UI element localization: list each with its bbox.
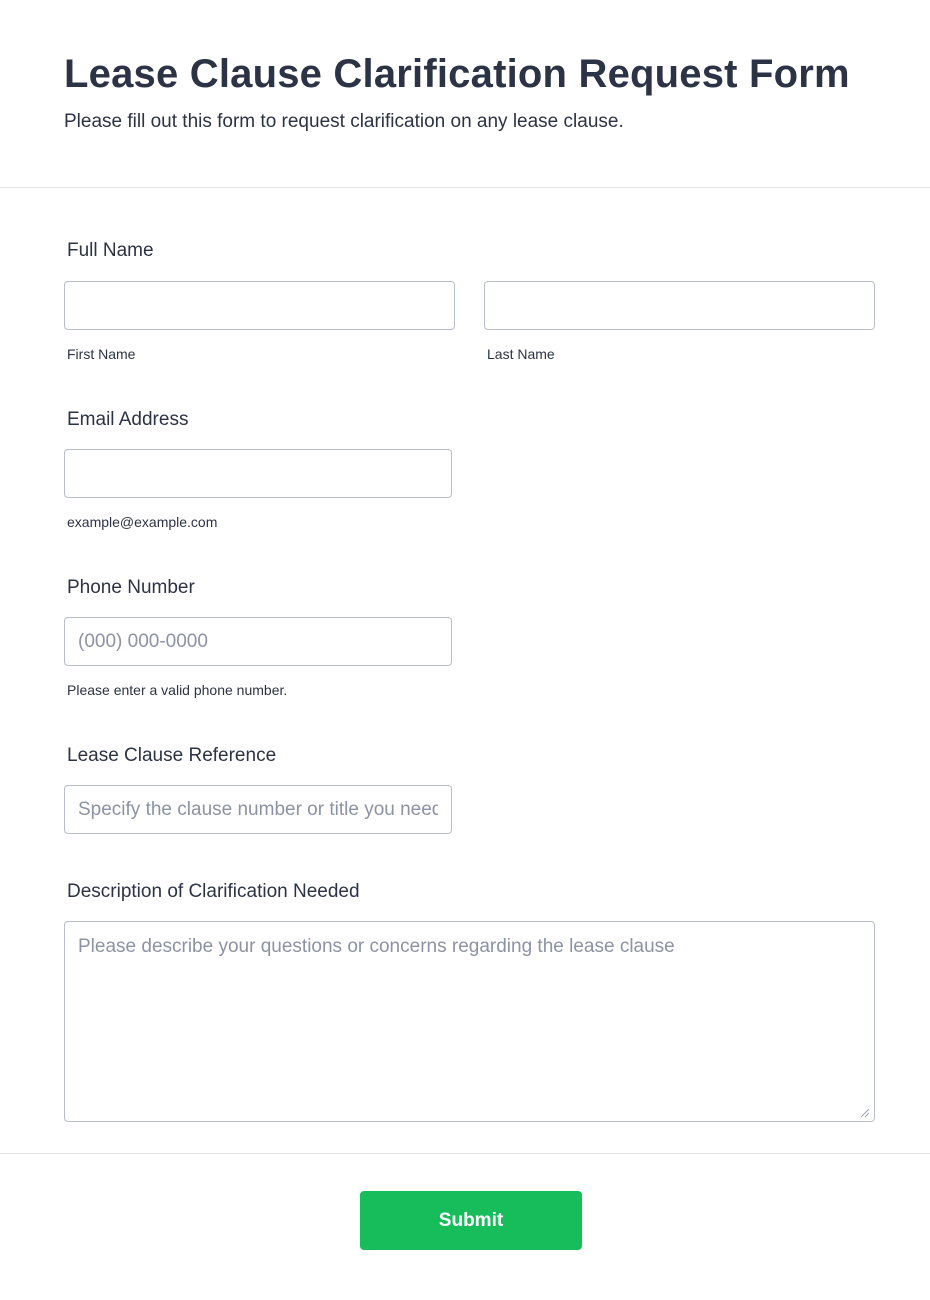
clause-label: Lease Clause Reference: [67, 745, 277, 766]
first-name-sublabel: First Name: [67, 346, 136, 362]
resize-grip-icon[interactable]: [858, 1106, 870, 1118]
description-label: Description of Clarification Needed: [67, 881, 360, 902]
form-title: Lease Clause Clarification Request Form: [64, 52, 850, 96]
phone-label: Phone Number: [67, 577, 195, 598]
phone-input[interactable]: [64, 617, 452, 666]
footer-divider: [0, 1153, 930, 1154]
description-textarea[interactable]: [64, 921, 875, 1122]
first-name-input[interactable]: [64, 281, 455, 330]
submit-button[interactable]: Submit: [360, 1191, 582, 1250]
email-input[interactable]: [64, 449, 452, 498]
full-name-label: Full Name: [67, 240, 154, 261]
form-header: [0, 0, 930, 188]
last-name-input[interactable]: [484, 281, 875, 330]
phone-sublabel: Please enter a valid phone number.: [67, 682, 288, 698]
clause-input[interactable]: [64, 785, 452, 834]
form-subtitle: Please fill out this form to request clarification on any lease clause.: [64, 111, 624, 132]
email-label: Email Address: [67, 409, 189, 430]
email-sublabel: example@example.com: [67, 514, 218, 530]
last-name-sublabel: Last Name: [487, 346, 555, 362]
